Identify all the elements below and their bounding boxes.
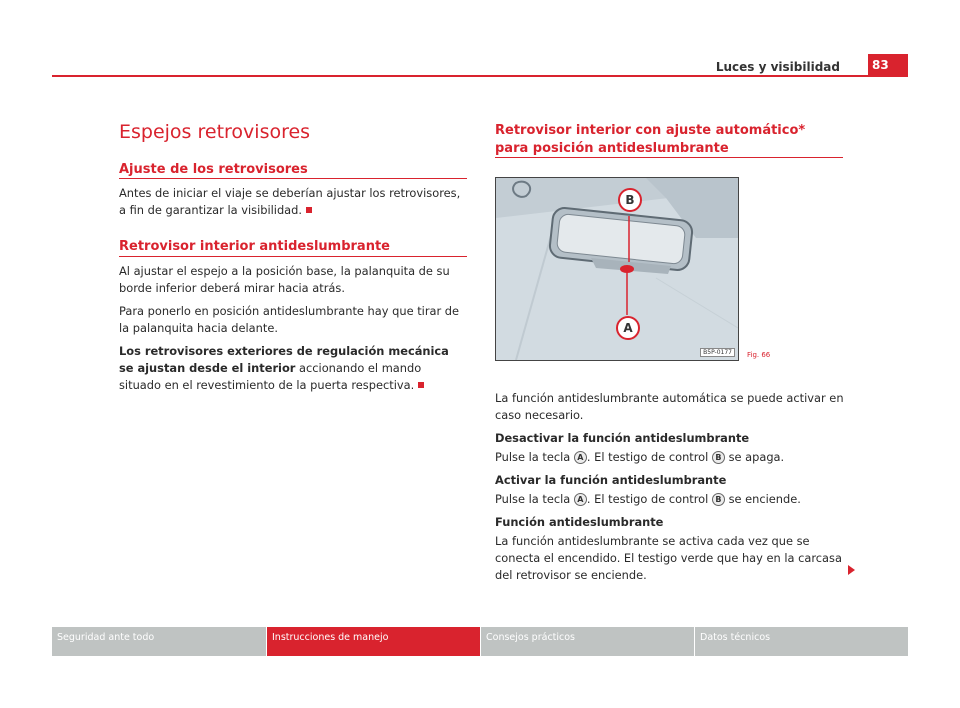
section-text-interior: [119, 263, 464, 400]
text: Pulse la tecla: [495, 492, 571, 506]
text: se enciende.: [728, 492, 801, 506]
footer-tab-seguridad[interactable]: Seguridad ante todo: [52, 627, 266, 656]
figure-66-rearview-mirror: [495, 177, 739, 361]
paragraph: [119, 343, 464, 394]
footer-tab-consejos[interactable]: Consejos prácticos: [481, 627, 694, 656]
text: Pulse la tecla: [495, 450, 571, 464]
paragraph: [495, 491, 845, 508]
footer-tab-instrucciones[interactable]: Instrucciones de manejo: [267, 627, 480, 656]
header-divider: [52, 75, 908, 77]
indicator-b-icon: B: [712, 451, 725, 464]
ajuste-paragraph: Antes de iniciar el viaje se deberían ajustar los retrovisores, a fin de garantizar la visibilidad.: [119, 186, 461, 217]
key-a-icon: A: [574, 451, 587, 464]
subheading-funcion: Función antideslumbrante: [495, 515, 664, 529]
paragraph: La función antideslumbrante automática se puede activar en caso necesario.: [495, 391, 844, 422]
text: . El testigo de control: [586, 450, 709, 464]
paragraph: Al ajustar el espejo a la posición base, la palanquita de su borde inferior deberá mirar hacia atrás.: [119, 264, 450, 295]
header-section-title: Luces y visibilidad: [715, 60, 840, 74]
figure-callout-b: B: [618, 188, 642, 212]
section-heading-automatico: Retrovisor interior con ajuste automático* para posición antideslumbrante: [495, 123, 806, 156]
end-of-section-marker: [418, 382, 424, 388]
figure-caption: Fig. 66: [747, 351, 771, 359]
subheading-activar: Activar la función antideslumbrante: [495, 473, 727, 487]
footer-tab-datos[interactable]: Datos técnicos: [695, 627, 908, 656]
section-divider: [495, 157, 843, 158]
section-text-ajuste: [119, 185, 464, 225]
figure-callout-a: A: [616, 316, 640, 340]
paragraph: Para ponerlo en posición antideslumbrante hay que tirar de la palanquita hacia delante.: [119, 304, 460, 335]
key-a-icon: A: [574, 493, 587, 506]
text: se apaga.: [728, 450, 785, 464]
paragraph: [495, 449, 845, 466]
end-of-section-marker: [306, 207, 312, 213]
bold-lead: Los retrovisores exteriores de regulación mecánica se ajustan desde el interior: [119, 344, 449, 375]
subheading-desactivar: Desactivar la función antideslumbrante: [495, 431, 750, 445]
section-divider: [119, 178, 467, 179]
paragraph: La función antideslumbrante se activa cada vez que se conecta el encendido. El testigo verde que hay en la carcasa del retrovisor se enciende.: [495, 534, 842, 582]
figure-code: B5P-0177: [700, 348, 735, 357]
continue-arrow-icon: [848, 565, 855, 575]
page-number: 83: [868, 54, 908, 77]
indicator-b-icon: B: [712, 493, 725, 506]
section-text-automatico: [495, 390, 845, 590]
section-heading-interior: Retrovisor interior antideslumbrante: [119, 239, 390, 254]
text: . El testigo de control: [586, 492, 709, 506]
page-title: Espejos retrovisores: [119, 121, 311, 143]
section-divider: [119, 256, 467, 257]
section-heading-ajuste: Ajuste de los retrovisores: [119, 162, 308, 177]
paragraph-rest: accionando el mando situado en el revestimiento de la puerta respectiva.: [119, 361, 422, 392]
